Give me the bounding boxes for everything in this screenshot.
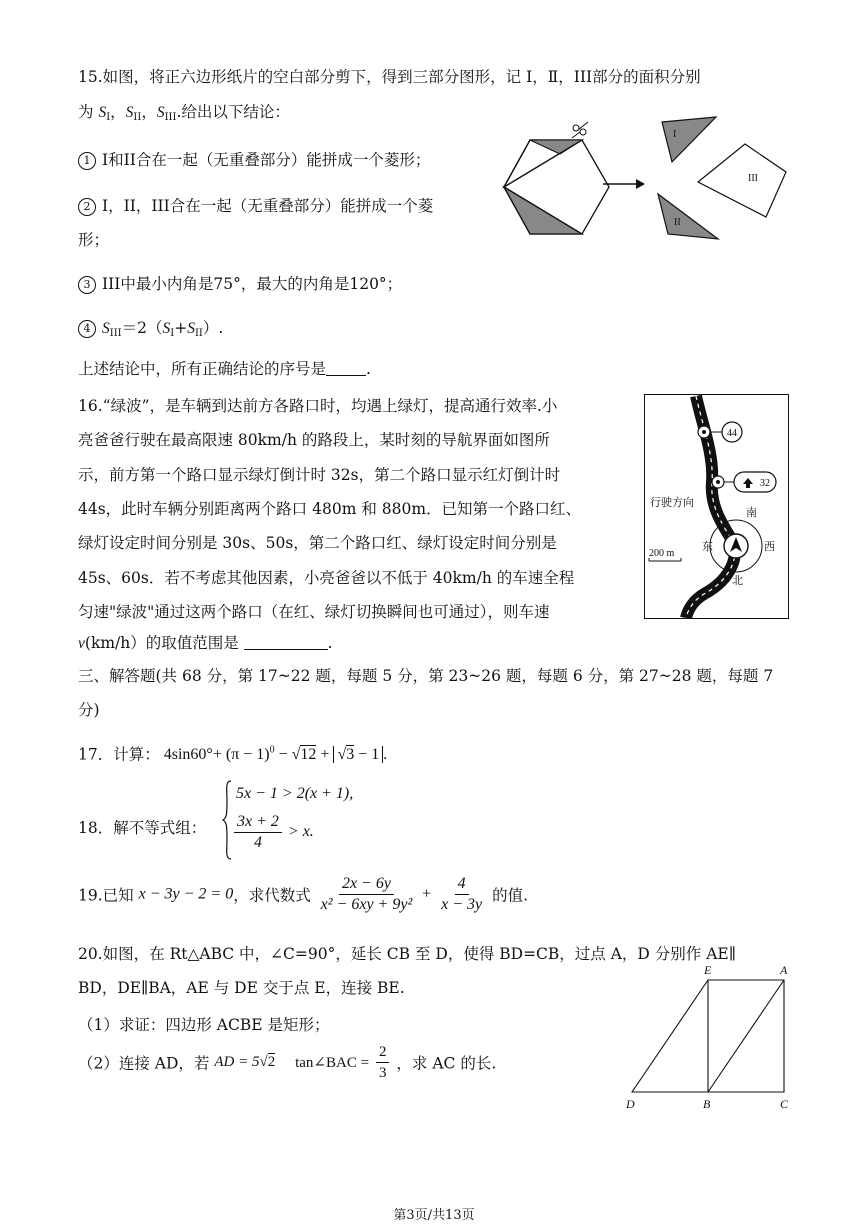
q15-sub: I: [170, 328, 175, 339]
map-scale-label: 200 m: [649, 548, 675, 559]
q20-part2: [78, 1042, 496, 1083]
q15-s: S: [187, 320, 195, 337]
compass-east: 东: [702, 541, 713, 553]
point-label-C: C: [780, 1097, 789, 1111]
green-light-timer-value: 32: [760, 478, 770, 489]
q16-text: (km/h）的取值范围是: [84, 634, 239, 652]
cut-line: [504, 140, 582, 187]
segment-BA: [708, 980, 784, 1092]
q15-option-2-cont: 形；: [78, 231, 110, 249]
q18-inequality-1: 5x − 1 > 2(x + 1),: [236, 785, 354, 802]
piece-3: [698, 144, 786, 217]
intersection-dot: [702, 430, 706, 434]
q20-part1: （1）求证：四边形 ACBE 是矩形；: [78, 1016, 330, 1034]
compass-north: 北: [732, 575, 743, 587]
q18-rhs: > x.: [287, 823, 314, 841]
circled-number: 1: [78, 152, 96, 170]
arrow-head: [636, 179, 645, 189]
q16-line: 绿灯设定时间分别是 30s、50s，第二个路口红、绿灯设定时间分别是: [78, 534, 557, 552]
circled-number: 4: [78, 320, 96, 338]
q15-s2: S: [125, 104, 134, 121]
q15-text: +: [174, 319, 188, 337]
q17-exponent: 0: [269, 745, 275, 756]
q15-sep: ，: [141, 103, 157, 121]
q19-text: ，求代数式: [233, 886, 311, 905]
q20-text: ，求 AC 的长.: [396, 1054, 497, 1073]
q15-s1: S: [98, 104, 107, 121]
q15-option-1-text: I和II合在一起（无重叠部分）能拼成一个菱形；: [102, 151, 431, 169]
q15-line1: 15.如图，将正六边形纸片的空白部分剪下，得到三部分图形，记 I，Ⅱ，III部分的面积分别: [78, 68, 701, 86]
shaded-triangle: [530, 140, 582, 154]
q17-term: +: [316, 746, 334, 764]
q17-expression: [164, 746, 388, 763]
q19-f2-numerator: 4: [455, 874, 469, 895]
q19-text: 的值.: [492, 886, 529, 905]
section3-heading: 三、解答题(共 68 分，第 17~22 题，每题 5 分，第 23~26 题，每题 6 分，第 27~28 题，每题 7: [78, 667, 774, 685]
q15-option-1: [78, 149, 430, 171]
q17-label: 17．计算：: [78, 745, 160, 764]
q16-line: 匀速"绿波"通过这两个路口（在红、绿灯切换瞬间也可通过），则车速: [78, 603, 550, 621]
q17-radicand: 3: [346, 746, 355, 764]
q16-var-v: v: [78, 635, 85, 652]
page-footer: 第3页/共13页: [393, 1208, 475, 1223]
q20-ad-radicand: 2: [267, 1054, 276, 1070]
brace-icon: [222, 780, 232, 860]
q20-tan: tan∠BAC =: [295, 1055, 370, 1071]
q15-s: S: [102, 320, 110, 337]
q20-tan-denominator: 3: [378, 1065, 387, 1081]
q15-text: .: [366, 360, 371, 378]
sqrt-symbol: √: [337, 746, 347, 764]
q19-plus: +: [422, 885, 432, 903]
q20-line2: BD，DE∥BA，AE 与 DE 交于点 E，连接 BE.: [78, 979, 405, 997]
q15-hexagon-figure: [500, 112, 800, 242]
q18-numerator: 3x + 2: [234, 812, 282, 833]
q15-text: ＝2（: [121, 319, 163, 337]
q16-line: 16.“绿波”，是车辆到达前方各路口时，均遇上绿灯，提高通行效率.小: [78, 397, 558, 415]
circled-number: 2: [78, 198, 96, 216]
q15-sep: ，: [110, 103, 126, 121]
q19-f2-denominator: x − 3y: [441, 896, 483, 913]
q16-navigation-map: [644, 394, 789, 619]
q20-tan-fraction: [376, 1042, 390, 1083]
answer-blank: [326, 361, 366, 376]
sqrt-symbol: √: [291, 746, 301, 764]
q17-term: .: [383, 746, 388, 764]
q15-text: 为: [78, 103, 99, 121]
q15-s2-sub: II: [133, 112, 142, 123]
q17-term: + (π − 1): [212, 746, 270, 764]
q17-term: −: [274, 746, 292, 764]
scissors-icon: [572, 122, 588, 138]
q20-ad: [214, 1053, 275, 1070]
q16-last-line: [78, 632, 333, 655]
q17-term: °: [206, 746, 213, 764]
q15-s: S: [162, 320, 171, 337]
q17-radicand: 12: [300, 746, 317, 764]
q20-geometry-figure: [620, 960, 800, 1112]
q15-option-2: [78, 195, 433, 217]
piece-2-label: II: [674, 217, 681, 228]
q19-fraction-2: [438, 874, 485, 915]
q16-line: 45s、60s．若不考虑其他因素，小亮爸爸以不低于 40km/h 的车速全程: [78, 569, 575, 587]
q19: [78, 874, 528, 915]
q15-text: .给出以下结论：: [176, 103, 290, 121]
q18-fraction: [234, 812, 282, 853]
sqrt-symbol: √: [259, 1054, 268, 1070]
point-label-E: E: [704, 963, 712, 977]
driving-direction-label: 行驶方向: [650, 497, 694, 509]
q19-fraction-1: [318, 874, 416, 915]
red-light-timer-value: 44: [727, 428, 737, 439]
q15-conclusion-text: 上述结论中，所有正确结论的序号是: [78, 360, 327, 378]
q17-term: − 1: [354, 746, 380, 764]
q17: [78, 740, 387, 766]
q15-option-3: [78, 273, 402, 295]
point-label-A: A: [780, 963, 788, 977]
q16-text: .: [327, 634, 333, 652]
system-brace: [222, 780, 232, 860]
section3-heading-cont: 分): [78, 701, 100, 719]
q15-text: ）.: [202, 319, 224, 337]
q20-line1: 20.如图，在 Rt△ABC 中，∠C=90°，延长 CB 至 D，使得 BD=CB，过点 A，D 分别作 AE∥: [78, 945, 736, 963]
q17-absolute: [333, 746, 383, 763]
q18-label: 18．解不等式组：: [78, 819, 207, 837]
q15-option-3-text: III中最小内角是75°，最大的内角是120°；: [102, 275, 403, 293]
q15-sub: II: [194, 328, 203, 339]
q15-s1-sub: I: [106, 112, 111, 123]
q18-inequality-2: [232, 812, 314, 853]
q15-line2: [78, 101, 290, 129]
q15-option-4: [78, 317, 223, 345]
q19-f1-numerator: 2x − 6y: [339, 874, 394, 895]
q20-tan-numerator: 2: [376, 1042, 390, 1063]
q19-f1-denominator: x² − 6xy + 9y²: [320, 896, 413, 913]
piece-3-label: III: [748, 173, 758, 184]
q20-text: （2）连接 AD，若: [78, 1054, 210, 1073]
compass-south: 南: [746, 507, 757, 519]
q19-condition: x − 3y − 2 = 0: [138, 885, 234, 903]
q19-text: 19.已知: [78, 886, 134, 905]
point-label-D: D: [626, 1097, 635, 1111]
intersection-dot: [716, 480, 720, 484]
q15-conclusion: [78, 358, 371, 380]
compass-west: 西: [764, 541, 775, 553]
q15-option-2-text: I，II，III合在一起（无重叠部分）能拼成一个菱: [102, 197, 434, 215]
q16-line: 示，前方第一个路口显示绿灯倒计时 32s，第二个路口显示红灯倒计时: [78, 466, 561, 484]
q15-s3: S: [156, 104, 165, 121]
piece-1-label: I: [673, 129, 677, 140]
q17-term: 4sin60: [163, 746, 207, 764]
piece-1: [662, 117, 716, 162]
q15-s3-sub: III: [164, 112, 177, 123]
q20-ad-lhs: AD = 5: [214, 1054, 260, 1070]
circled-number: 3: [78, 276, 96, 294]
piece-2: [658, 194, 718, 239]
q16-line: 亮爸爸行驶在最高限速 80km/h 的路段上，某时刻的导航界面如图所: [78, 431, 550, 449]
q15-sub: III: [109, 328, 122, 339]
point-label-B: B: [703, 1097, 711, 1111]
q18-denominator: 4: [253, 834, 262, 851]
q16-line: 44s，此时车辆分别距离两个路口 480m 和 880m．已知第一个路口红、: [78, 500, 582, 518]
answer-blank: [244, 635, 328, 650]
